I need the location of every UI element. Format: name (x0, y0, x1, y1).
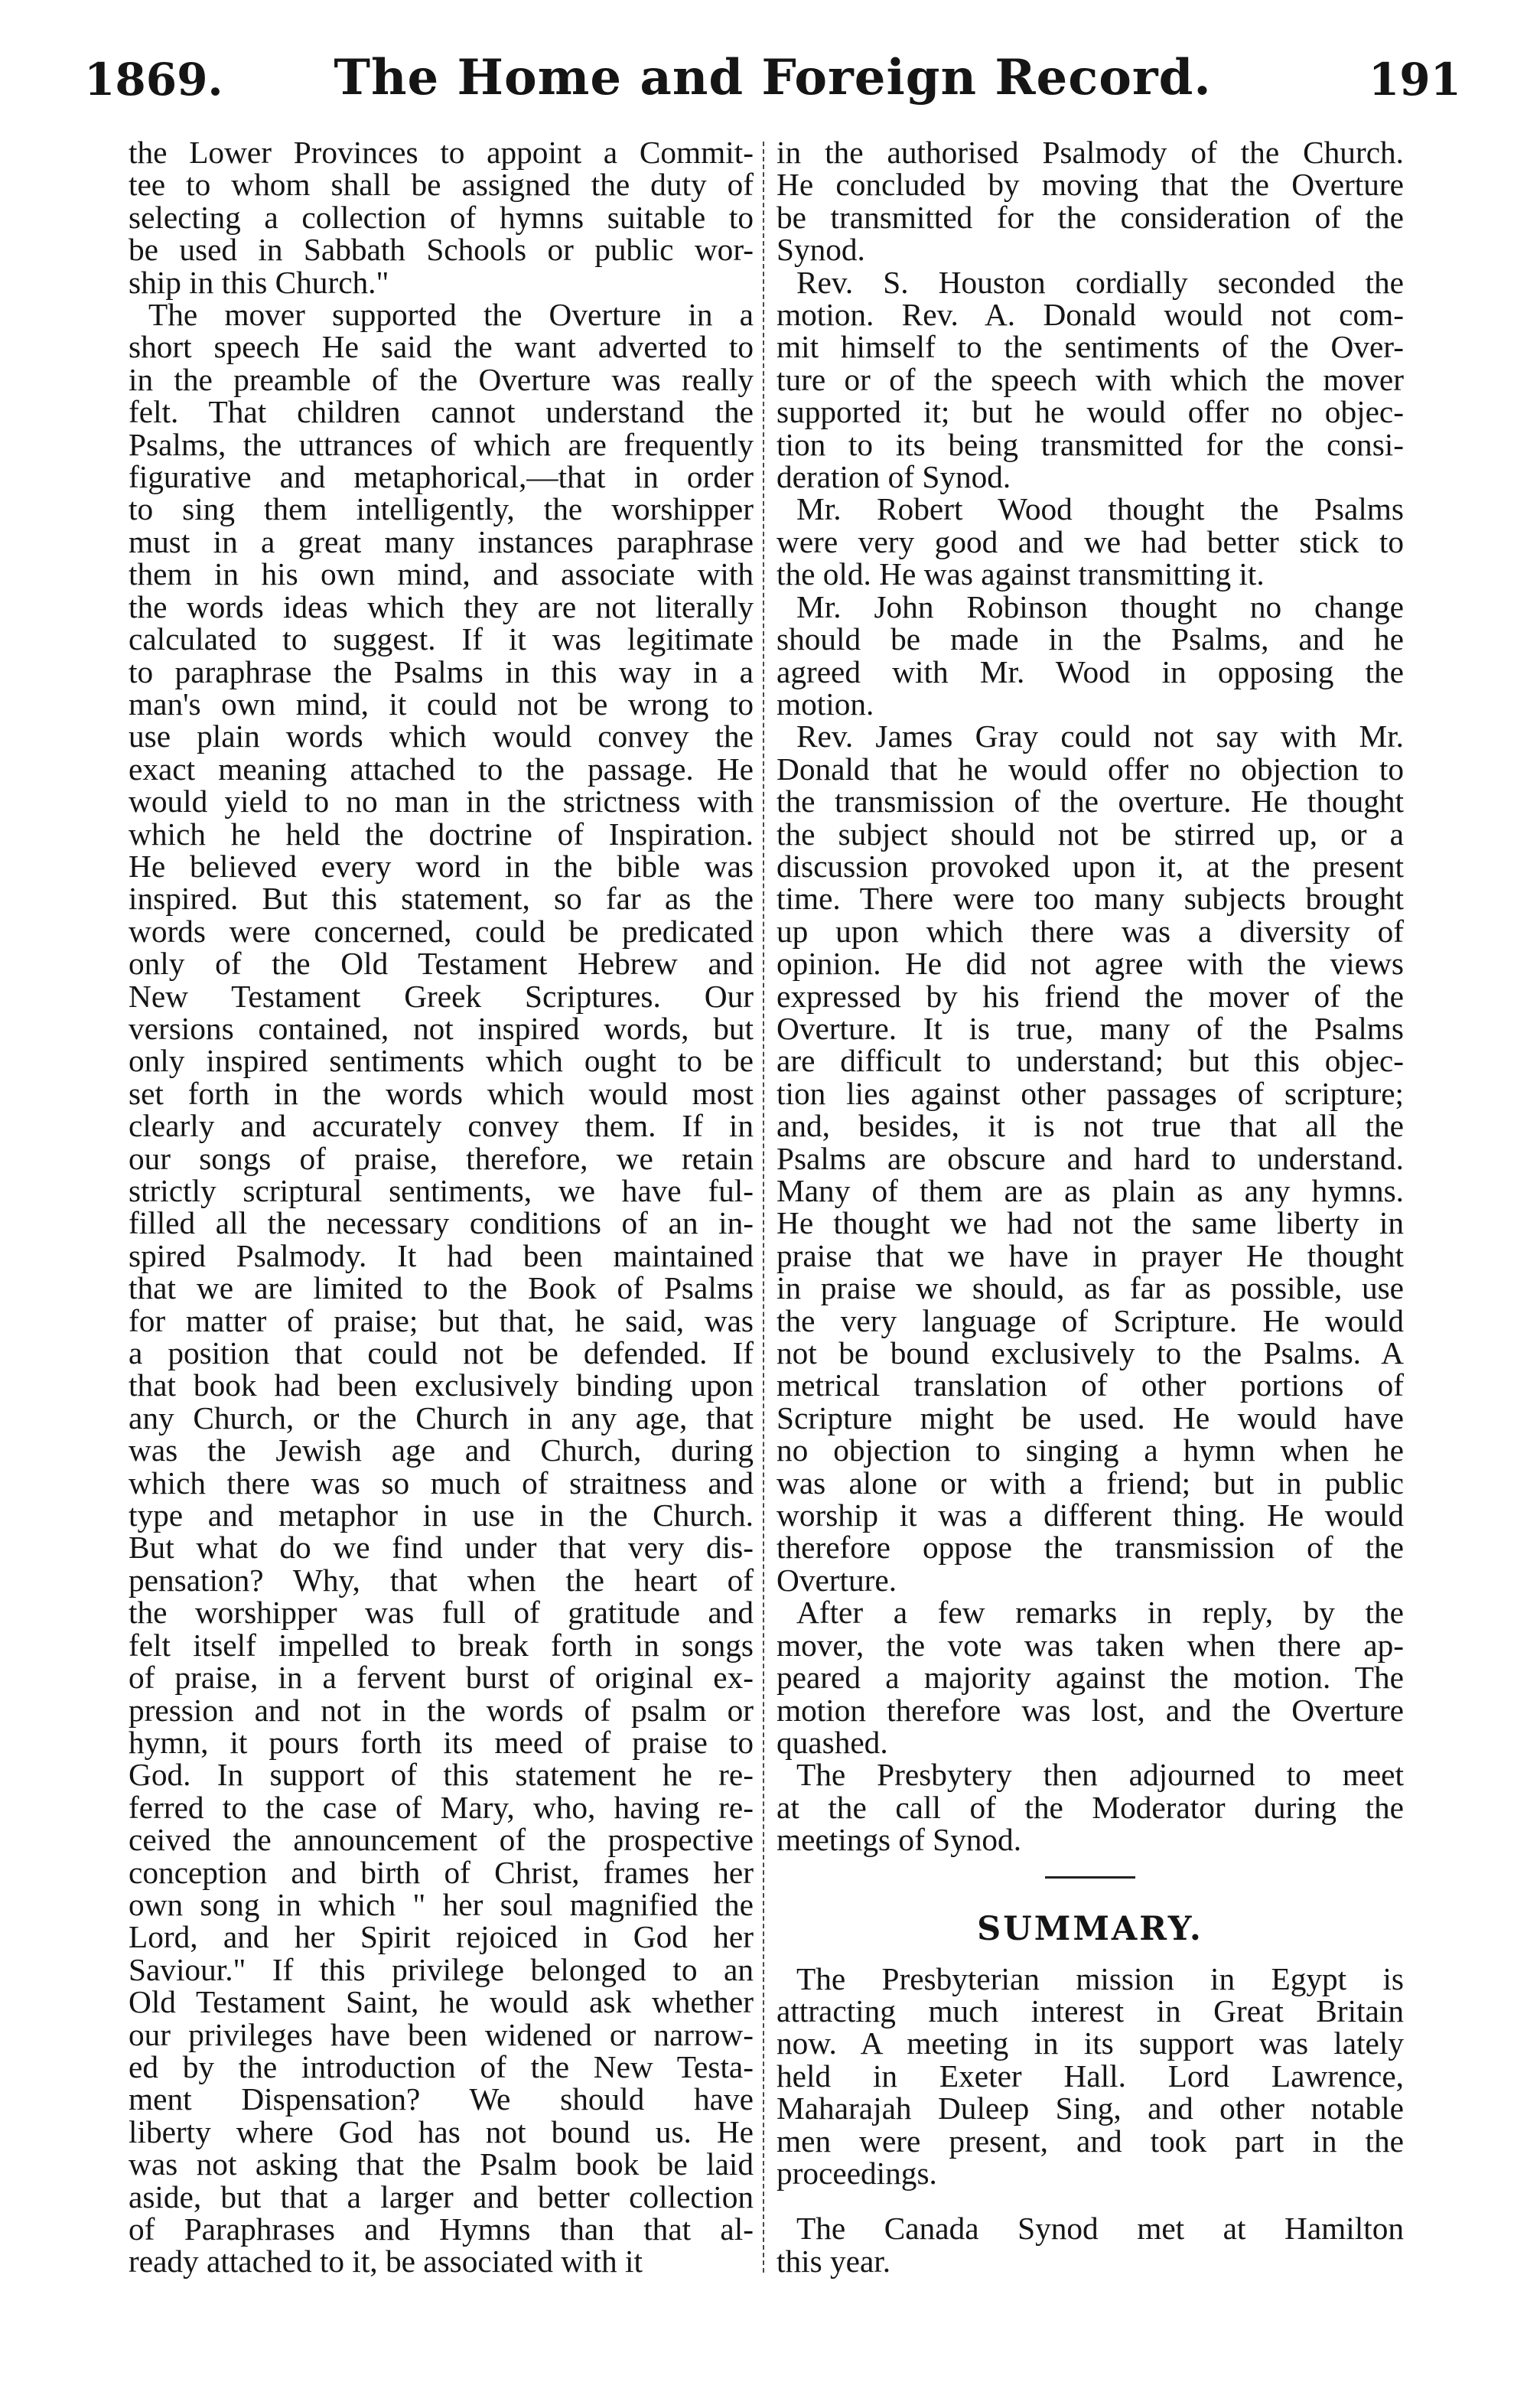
text-line: any Church, or the Church in any age, that (129, 1400, 754, 1436)
text-line: versions contained, not inspired words, but (129, 1010, 754, 1046)
summary-heading: SUMMARY. (977, 1909, 1203, 1948)
text-line: of Paraphrases and Hymns than that al- (129, 2211, 754, 2247)
text-line: our songs of praise, therefore, we retain (129, 1140, 754, 1176)
text-line: words were concerned, could be predicated (129, 913, 754, 949)
text-line: our privileges have been widened or narrow- (129, 2016, 754, 2052)
text-line: at the call of the Moderator during the (777, 1789, 1404, 1825)
right-column-body (777, 136, 1404, 1856)
text-line: was alone or with a friend; but in public (777, 1465, 1404, 1501)
text-line: worship it was a different thing. He would (777, 1497, 1404, 1533)
text-line: therefore oppose the transmission of the (777, 1530, 1404, 1566)
text-line: use plain words which would convey the (129, 719, 754, 754)
text-line: Maharajah Duleep Sing, and other notable (777, 2091, 1404, 2126)
text-line: quashed. (777, 1724, 888, 1760)
text-line: proceedings. (777, 2155, 937, 2191)
paragraph (777, 493, 1404, 590)
paragraph (777, 1596, 1404, 1758)
text-line: praise that we have in prayer He thought (777, 1237, 1404, 1273)
text-line: held in Exeter Hall. Lord Lawrence, (777, 2058, 1404, 2094)
text-line: meetings of Synod. (777, 1822, 1022, 1858)
text-line: The Presbyterian mission in Egypt is (796, 1960, 1404, 1996)
text-line: in the preamble of the Overture was really (129, 361, 754, 397)
text-line: The Presbytery then adjourned to meet (796, 1757, 1404, 1793)
text-line: metrical translation of other portions of (777, 1367, 1404, 1403)
text-line: The mover supported the Overture in a (148, 297, 754, 333)
text-line: that book had been exclusively binding upon (129, 1367, 754, 1403)
text-line: tion to its being transmitted for the consi- (777, 426, 1404, 462)
text-line: should be made in the Psalms, and he (777, 621, 1404, 657)
text-line: which there was so much of straitness and (129, 1465, 754, 1501)
text-line: the transmission of the overture. He thought (777, 784, 1404, 820)
text-line: only inspired sentiments which ought to be (129, 1043, 754, 1079)
text-line: and, besides, it is not true that all the (777, 1108, 1404, 1144)
text-line: hymn, it pours forth its meed of praise to (129, 1724, 754, 1760)
text-line: spired Psalmody. It had been maintained (129, 1237, 754, 1273)
text-line: the very language of Scripture. He would (777, 1302, 1404, 1338)
running-header (84, 47, 1461, 121)
text-line: Rev. S. Houston cordially seconded the (796, 264, 1404, 300)
text-line: tee to whom shall be assigned the duty of (129, 167, 754, 203)
text-line: He concluded by moving that the Overture (777, 167, 1404, 203)
paragraph (777, 1960, 1404, 2191)
text-line: are difficult to understand; but this objec- (777, 1043, 1404, 1079)
text-line: be used in Sabbath Schools or public wor- (129, 232, 754, 268)
left-column (129, 136, 754, 2278)
text-line: He believed every word in the bible was (129, 848, 754, 884)
text-line: Lord, and her Spirit rejoiced in God her (129, 1919, 754, 1955)
text-line: to sing them intelligently, the worshipper (129, 491, 754, 527)
text-line: felt itself impelled to break forth in songs (129, 1627, 754, 1663)
text-line: Old Testament Saint, he would ask whether (129, 1984, 754, 2020)
paragraph (777, 2212, 1404, 2277)
text-line: was the Jewish age and Church, during (129, 1432, 754, 1468)
text-line: agreed with Mr. Wood in opposing the (777, 653, 1404, 689)
paragraph (777, 1758, 1404, 1856)
section-rule (1045, 1876, 1135, 1879)
text-line: only of the Old Testament Hebrew and (129, 946, 754, 982)
column-divider (763, 142, 764, 2273)
summary-body (777, 1960, 1404, 2279)
text-line: strictly scriptural sentiments, we have ful- (129, 1173, 754, 1208)
text-line: Overture. (777, 1562, 897, 1598)
text-line: attracting much interest in Great Britain (777, 1993, 1404, 2029)
text-line: for matter of praise; but that, he said, was (129, 1302, 754, 1338)
text-line: pression and not in the words of psalm or (129, 1692, 754, 1728)
text-line: a position that could not be defended. If (129, 1335, 754, 1371)
text-line: ture or of the speech with which the mover (777, 361, 1404, 397)
text-line: must in a great many instances paraphrase (129, 523, 754, 559)
text-line: Psalms are obscure and hard to understand. (777, 1140, 1404, 1176)
text-line: them in his own mind, and associate with (129, 556, 754, 592)
text-line: ship in this Church." (129, 264, 389, 300)
paragraph (777, 136, 1404, 266)
text-line: the worshipper was full of gratitude and (129, 1595, 754, 1631)
paragraph-gap (777, 2189, 1404, 2212)
text-line: set forth in the words which would most (129, 1075, 754, 1111)
text-line: in praise we should, as far as possible, use (777, 1270, 1404, 1306)
text-line: of praise, in a fervent burst of original ex- (129, 1660, 754, 1696)
text-line: Many of them are as plain as any hymns. (777, 1173, 1404, 1208)
text-line: now. A meeting in its support was lately (777, 2025, 1404, 2061)
text-line: the words ideas which they are not literally (129, 588, 754, 624)
text-line: peared a majority against the motion. The (777, 1660, 1404, 1696)
page-number: 191 (1368, 54, 1461, 106)
text-line: liberty where God has not bound us. He (129, 2113, 754, 2149)
text-line: not be bound exclusively to the Psalms. A (777, 1335, 1404, 1371)
text-line: in the authorised Psalmody of the Church. (777, 135, 1404, 170)
text-line: exact meaning attached to the passage. He (129, 751, 754, 787)
header-year: 1869. (84, 54, 223, 106)
text-line: deration of Synod. (777, 459, 1011, 495)
text-line: filled all the necessary conditions of an in- (129, 1205, 754, 1241)
text-line: conception and birth of Christ, frames her (129, 1854, 754, 1890)
text-line: But what do we find under that very dis- (129, 1530, 754, 1566)
paragraph (777, 588, 1404, 722)
text-line: tion lies against other passages of scripture; (777, 1075, 1404, 1111)
journal-title: The Home and Foreign Record. (334, 49, 1212, 106)
text-line: After a few remarks in reply, by the (796, 1595, 1404, 1631)
text-line: the Lower Provinces to appoint a Commit- (129, 135, 754, 170)
text-line: motion. Rev. A. Donald would not com- (777, 297, 1404, 333)
text-line: discussion provoked upon it, at the present (777, 848, 1404, 884)
text-line: ready attached to it, be associated with it (129, 2244, 643, 2280)
text-line: that we are limited to the Book of Psalms (129, 1270, 754, 1306)
text-line: felt. That children cannot understand the (129, 394, 754, 430)
text-line: the subject should not be stirred up, or a (777, 816, 1404, 852)
text-line: Scripture might be used. He would have (777, 1400, 1404, 1436)
text-line: aside, but that a larger and better collection (129, 2179, 754, 2214)
text-line: Overture. It is true, many of the Psalms (777, 1010, 1404, 1046)
text-line: mover, the vote was taken when there ap- (777, 1627, 1404, 1663)
text-line: motion therefore was lost, and the Overture (777, 1692, 1404, 1728)
text-line: Donald that he would offer no objection to (777, 751, 1404, 787)
text-line: supported it; but he would offer no objec- (777, 394, 1404, 430)
text-line: ment Dispensation? We should have (129, 2081, 754, 2117)
text-line: motion. (777, 686, 874, 722)
text-line: was not asking that the Psalm book be laid (129, 2146, 754, 2182)
text-line: no objection to singing a hymn when he (777, 1432, 1404, 1468)
text-line: selecting a collection of hymns suitable to (129, 199, 754, 235)
text-line: were very good and we had better stick to (777, 523, 1404, 559)
text-line: man's own mind, it could not be wrong to (129, 686, 754, 722)
paragraph (777, 720, 1404, 1596)
text-line: mit himself to the sentiments of the Over- (777, 329, 1404, 365)
text-line: Saviour." If this privilege belonged to an (129, 1951, 754, 1987)
text-line: He thought we had not the same liberty in (777, 1205, 1404, 1241)
text-line: to paraphrase the Psalms in this way in a (129, 653, 754, 689)
text-line: which he held the doctrine of Inspiration. (129, 816, 754, 852)
text-line: pensation? Why, that when the heart of (129, 1562, 754, 1598)
text-line: Psalms, the uttrances of which are frequently (129, 426, 754, 462)
text-line: men were present, and took part in the (777, 2123, 1404, 2159)
paragraph (777, 266, 1404, 494)
text-line: figurative and metaphorical,—that in order (129, 459, 754, 495)
text-line: ed by the introduction of the New Testa- (129, 2048, 754, 2084)
text-line: The Canada Synod met at Hamilton (796, 2211, 1404, 2247)
text-line: calculated to suggest. If it was legitimate (129, 621, 754, 657)
text-line: clearly and accurately convey them. If in (129, 1108, 754, 1144)
text-line: expressed by his friend the mover of the (777, 978, 1404, 1014)
text-line: Mr. John Robinson thought no change (796, 588, 1404, 624)
text-line: would yield to no man in the strictness with (129, 784, 754, 820)
text-line: ceived the announcement of the prospective (129, 1822, 754, 1858)
text-line: Mr. Robert Wood thought the Psalms (796, 491, 1404, 527)
paragraph (129, 136, 754, 298)
text-line: up upon which there was a diversity of (777, 913, 1404, 949)
text-line: opinion. He did not agree with the views (777, 946, 1404, 982)
text-line: ferred to the case of Mary, who, having re- (129, 1789, 754, 1825)
text-line: Synod. (777, 232, 865, 268)
text-line: inspired. But this statement, so far as the (129, 881, 754, 917)
right-column (777, 136, 1404, 2277)
text-line: Rev. James Gray could not say with Mr. (796, 719, 1404, 754)
text-line: God. In support of this statement he re- (129, 1757, 754, 1793)
text-line: New Testament Greek Scriptures. Our (129, 978, 754, 1014)
text-line: time. There were too many subjects brought (777, 881, 1404, 917)
text-line: be transmitted for the consideration of the (777, 199, 1404, 235)
text-line: own song in which " her soul magnified the (129, 1886, 754, 1922)
text-line: the old. He was against transmitting it. (777, 556, 1265, 592)
text-line: short speech He said the want adverted to (129, 329, 754, 365)
text-line: type and metaphor in use in the Church. (129, 1497, 754, 1533)
text-line: this year. (777, 2243, 891, 2279)
paragraph (129, 298, 754, 2278)
